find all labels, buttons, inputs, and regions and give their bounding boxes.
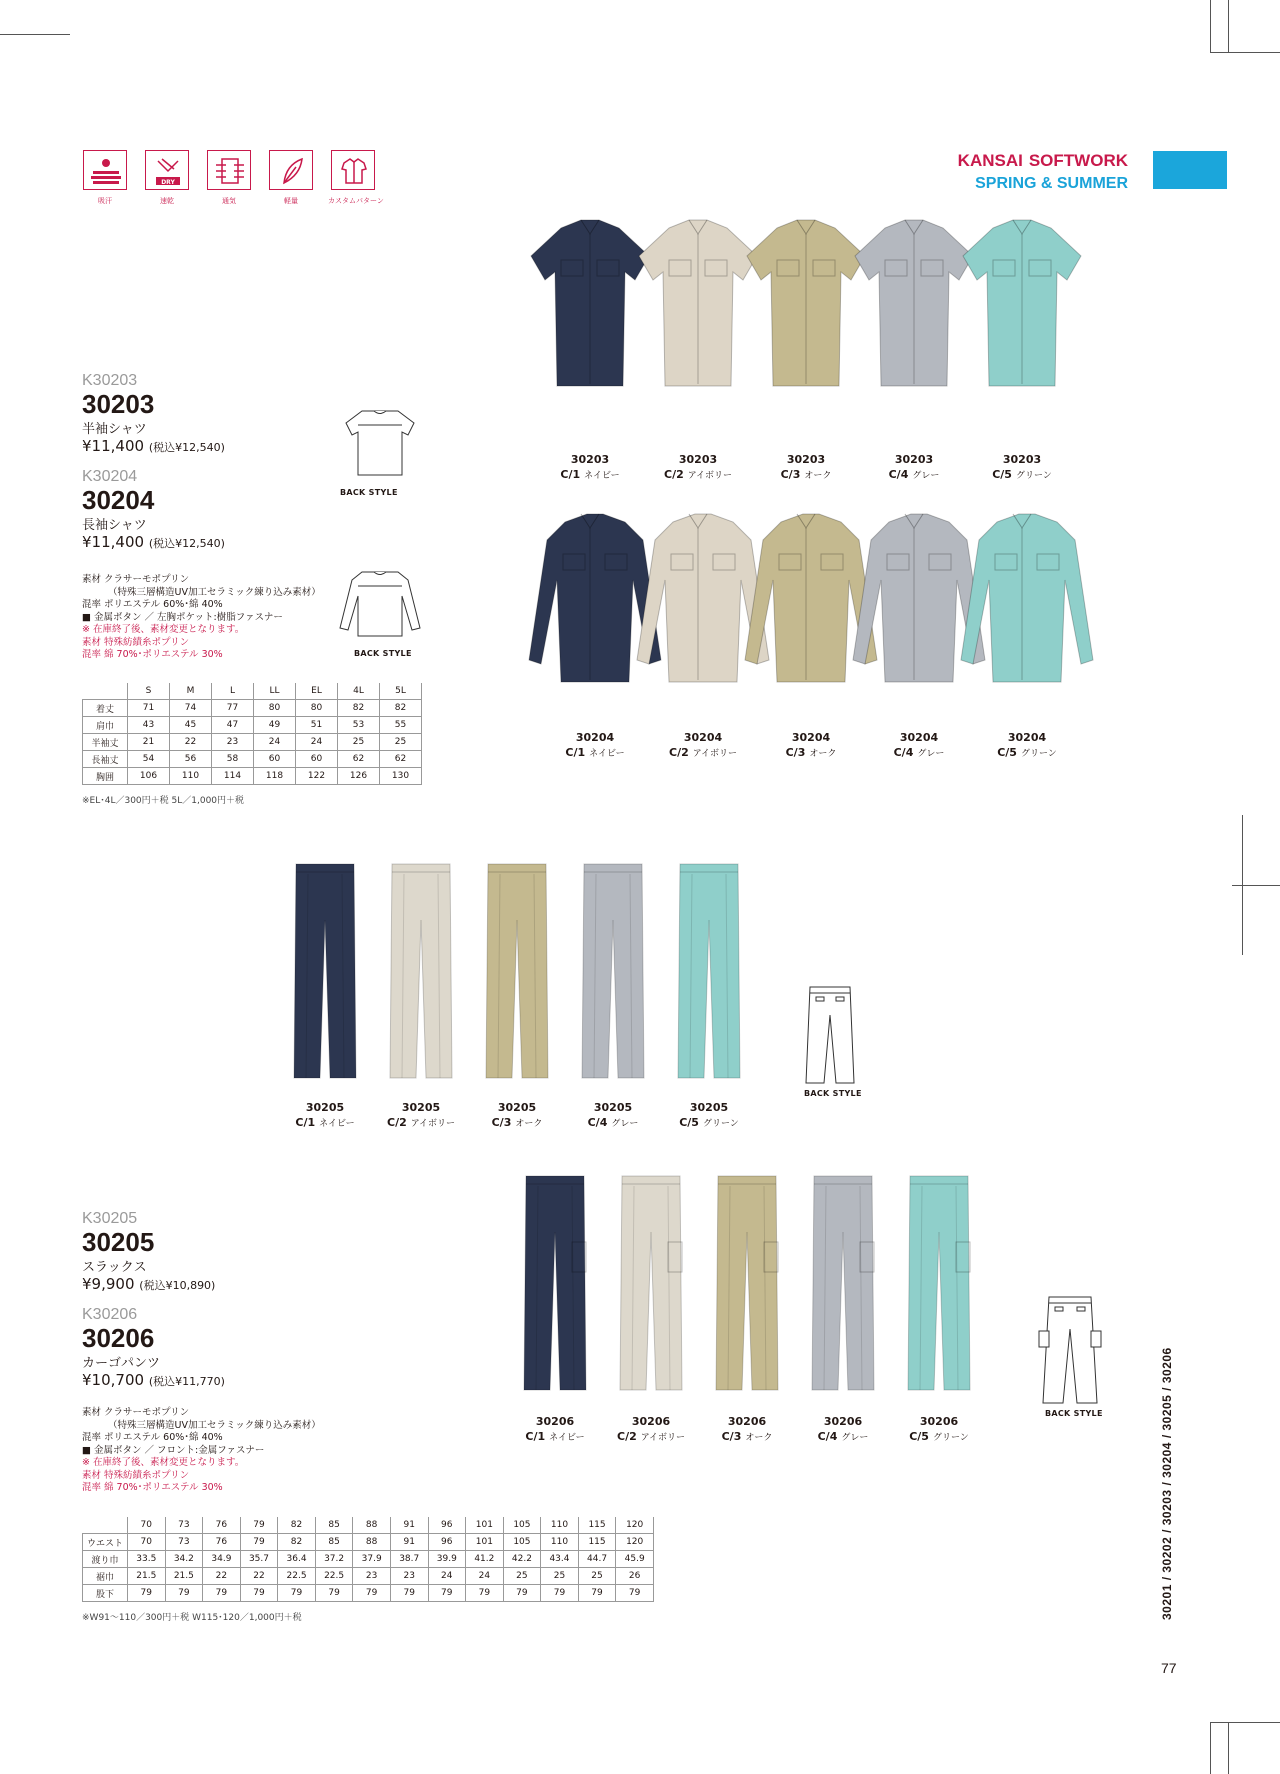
variant-caption: 30203 C/2 アイボリー — [664, 453, 732, 481]
product-price: ¥11,400 (税込¥12,540) — [82, 437, 225, 455]
product-name: カーゴパンツ — [82, 1356, 161, 1371]
product-code: 30206 — [82, 1323, 155, 1353]
size-table-row — [83, 751, 422, 768]
size-table-cell: L — [212, 683, 254, 700]
brand-name: KANSAI — [957, 151, 1023, 170]
crop-mark — [1210, 0, 1211, 52]
variant-caption: 30205 C/1 ネイビー — [295, 1101, 355, 1129]
size-table-header — [83, 683, 422, 700]
variant-caption: 30203 C/5 グリーン — [992, 453, 1052, 481]
product-code-small: K30206 — [82, 1306, 138, 1323]
product-name: 長袖シャツ — [82, 518, 147, 533]
size-table-cell: 25 — [503, 1568, 541, 1585]
size-table-cell: 62 — [380, 751, 422, 768]
size-table-cell: 38.7 — [390, 1551, 428, 1568]
crop-mark — [1228, 0, 1229, 52]
crop-mark — [1210, 1722, 1211, 1774]
sweat-absorb-icon — [83, 150, 127, 190]
variant-caption: 30205 C/2 アイボリー — [387, 1101, 455, 1129]
size-table-cell: 110 — [170, 768, 212, 785]
size-table-cell: 91 — [390, 1534, 428, 1551]
size-table-cell: 88 — [353, 1534, 391, 1551]
breathable-icon — [207, 150, 251, 190]
variant-caption: 30206 C/1 ネイビー — [525, 1415, 585, 1443]
feature-label: 吸汗 — [98, 197, 112, 205]
size-table-cell: 79 — [240, 1517, 278, 1534]
size-table-row — [83, 700, 422, 717]
size-table-cell: 85 — [315, 1534, 353, 1551]
size-table-cell: 105 — [503, 1534, 541, 1551]
size-table-cell: 23 — [212, 734, 254, 751]
size-table-cell: 22.5 — [315, 1568, 353, 1585]
product-code-small: K30205 — [82, 1210, 138, 1227]
size-table-cell: 101 — [466, 1517, 504, 1534]
garment-photo — [520, 1172, 590, 1396]
variant-caption: 30206 C/5 グリーン — [909, 1415, 969, 1443]
size-table-cell: 裾巾 — [83, 1568, 128, 1585]
feature-custom — [328, 150, 384, 206]
size-table-cell: 79 — [390, 1585, 428, 1602]
size-table-cell: 60 — [296, 751, 338, 768]
size-table-cell: EL — [296, 683, 338, 700]
size-table-cell: 120 — [616, 1517, 654, 1534]
size-table-row — [83, 1585, 654, 1602]
size-table-cell: 肩巾 — [83, 717, 128, 734]
size-table-cell: 24 — [296, 734, 338, 751]
side-product-codes: 30201 / 30202 / 30203 / 30204 / 30205 / 30206 — [1160, 1347, 1174, 1620]
size-table-cell: 79 — [578, 1585, 616, 1602]
size-table-cell: 58 — [212, 751, 254, 768]
cargo-pants-photos — [520, 1172, 1020, 1443]
variant-caption: 30204 C/2 アイボリー — [669, 731, 737, 759]
size-table-cell: 24 — [254, 734, 296, 751]
size-table-cell: 79 — [240, 1534, 278, 1551]
variant-caption: 30203 C/4 グレー — [888, 453, 940, 481]
size-table-cell: 73 — [165, 1517, 203, 1534]
product-name: スラックス — [82, 1260, 147, 1275]
size-table-cell: 34.9 — [203, 1551, 241, 1568]
feature-label: 軽量 — [284, 197, 298, 205]
size-table-cell: 長袖丈 — [83, 751, 128, 768]
size-table-cell: 35.7 — [240, 1551, 278, 1568]
garment-photo — [808, 1172, 878, 1396]
size-table-cell: 53 — [338, 717, 380, 734]
size-table-cell: 79 — [240, 1585, 278, 1602]
size-table-cell: ウエスト — [83, 1534, 128, 1551]
variant-caption: 30205 C/3 オーク — [491, 1101, 543, 1129]
size-table-cell: 80 — [296, 700, 338, 717]
variant-caption: 30204 C/5 グリーン — [997, 731, 1057, 759]
size-table-cell: 76 — [203, 1517, 241, 1534]
feature-label: 速乾 — [160, 197, 174, 205]
size-table-cell: 43.4 — [541, 1551, 579, 1568]
size-table-row — [83, 1568, 654, 1585]
variant-caption: 30206 C/3 オーク — [721, 1415, 773, 1443]
pants-size-note: ※W91〜110／300円＋税 W115･120／1,000円＋税 — [82, 1613, 302, 1623]
cargo-back-style: BACK STYLE — [1035, 1295, 1105, 1418]
garment-photo — [482, 860, 552, 1084]
size-table-cell: 25 — [578, 1568, 616, 1585]
feature-light — [266, 150, 316, 206]
size-table-header — [83, 1517, 654, 1534]
feature-sweat — [80, 150, 130, 206]
garment-photo — [674, 860, 744, 1084]
product-code-small: K30203 — [82, 372, 138, 389]
size-table-cell: 79 — [503, 1585, 541, 1602]
size-table-cell: 77 — [212, 700, 254, 717]
variant-caption: 30204 C/3 オーク — [785, 731, 837, 759]
size-table-cell: 122 — [296, 768, 338, 785]
size-table-cell: 22 — [170, 734, 212, 751]
size-table-cell: 34.2 — [165, 1551, 203, 1568]
garment-photo — [712, 1172, 782, 1396]
garment-photo — [904, 1172, 974, 1396]
size-table-cell: 21 — [128, 734, 170, 751]
size-table-cell: 101 — [466, 1534, 504, 1551]
size-table-cell: S — [128, 683, 170, 700]
size-table-cell: 5L — [380, 683, 422, 700]
garment-photo — [957, 510, 1097, 714]
brand-heading — [958, 150, 1128, 195]
size-table-cell: 79 — [428, 1585, 466, 1602]
size-table-cell: 39.9 — [428, 1551, 466, 1568]
size-table-cell: 71 — [128, 700, 170, 717]
size-table-cell: 79 — [353, 1585, 391, 1602]
feature-dry — [142, 150, 192, 206]
garment-photo — [386, 860, 456, 1084]
size-table-cell: 56 — [170, 751, 212, 768]
shirt-back-style-short: BACK STYLE — [340, 405, 420, 497]
crop-mark — [1232, 885, 1280, 886]
size-table-cell: 37.2 — [315, 1551, 353, 1568]
pants-size-table — [82, 1517, 654, 1602]
feature-label: 通気 — [222, 197, 236, 205]
size-table-cell: 51 — [296, 717, 338, 734]
size-table-cell: 60 — [254, 751, 296, 768]
shirt-size-table — [82, 683, 422, 785]
size-table-cell: 85 — [315, 1517, 353, 1534]
size-table-cell: 36.4 — [278, 1551, 316, 1568]
crop-mark — [1210, 1722, 1280, 1723]
size-table-cell: 45 — [170, 717, 212, 734]
feature-breathable — [204, 150, 254, 206]
pants-spec: 素材 クラサーモポプリン （特殊三層構造UV加工セラミック練り込み素材） 混率 ポリエステル 60%･綿 40% ■ 金属ボタン ／ フロント:金属ファスナー ※ 在庫終了後、素材変更となります。 素材 特殊紡績糸ポプリン 混率 綿 70%･ポリエステル 30% — [82, 1407, 321, 1493]
slacks-back-style: BACK STYLE — [800, 985, 862, 1098]
size-table-cell: 96 — [428, 1517, 466, 1534]
crop-mark — [0, 34, 70, 35]
brand-color-bar — [1153, 151, 1227, 189]
size-table-cell: 115 — [578, 1534, 616, 1551]
size-table-cell: 44.7 — [578, 1551, 616, 1568]
variant-caption: 30203 C/3 オーク — [780, 453, 832, 481]
feature-label: カスタムパターン — [328, 197, 384, 205]
size-table-cell: 55 — [380, 717, 422, 734]
size-table-cell: 23 — [353, 1568, 391, 1585]
size-table-cell: 79 — [128, 1585, 166, 1602]
shirt-spec: 素材 クラサーモポプリン （特殊三層構造UV加工セラミック練り込み素材） 混率 ポリエステル 60%･綿 40% ■ 金属ボタン ／ 左胸ポケット:樹脂ファスナー ※ 在庫終了後、素材変更となります。 素材 特殊紡績糸ポプリン 混率 綿 70%･ポリエステル 30% — [82, 574, 321, 660]
size-table-cell: 106 — [128, 768, 170, 785]
crop-mark — [1210, 52, 1280, 53]
product-30203 — [82, 372, 225, 455]
size-table-cell: 120 — [616, 1534, 654, 1551]
variant-caption: 30203 C/1 ネイビー — [560, 453, 620, 481]
size-table-cell: 73 — [165, 1534, 203, 1551]
shirt-back-style-long: BACK STYLE — [338, 566, 422, 658]
size-table-cell: 130 — [380, 768, 422, 785]
size-table-cell: 25 — [541, 1568, 579, 1585]
size-table-cell: 126 — [338, 768, 380, 785]
short-sleeve-shirt-photos — [525, 240, 1125, 481]
product-code: 30203 — [82, 389, 155, 419]
brand-series: SOFTWORK — [1028, 151, 1128, 170]
size-table-cell: 96 — [428, 1534, 466, 1551]
quick-dry-icon — [145, 150, 189, 190]
slacks-photos — [290, 860, 790, 1129]
size-table-cell: 37.9 — [353, 1551, 391, 1568]
size-table-cell: 110 — [541, 1517, 579, 1534]
variant-caption: 30204 C/1 ネイビー — [565, 731, 625, 759]
size-table-cell: 70 — [128, 1517, 166, 1534]
size-table-cell: LL — [254, 683, 296, 700]
size-table-cell: 胸囲 — [83, 768, 128, 785]
size-table-cell: 22 — [240, 1568, 278, 1585]
lightweight-icon — [269, 150, 313, 190]
product-30204 — [82, 468, 225, 551]
size-table-cell: 着丈 — [83, 700, 128, 717]
size-table-cell: 21.5 — [128, 1568, 166, 1585]
size-table-cell: 23 — [390, 1568, 428, 1585]
size-table-cell: 43 — [128, 717, 170, 734]
garment-photo — [957, 216, 1087, 400]
size-table-cell — [83, 1517, 128, 1534]
long-sleeve-shirt-photos — [525, 510, 1145, 759]
size-table-cell: 88 — [353, 1517, 391, 1534]
variant-caption: 30205 C/4 グレー — [587, 1101, 639, 1129]
size-table-cell: 79 — [203, 1585, 241, 1602]
size-table-cell: 82 — [338, 700, 380, 717]
size-table-cell: 半袖丈 — [83, 734, 128, 751]
size-table-cell: 4L — [338, 683, 380, 700]
size-table-cell: 110 — [541, 1534, 579, 1551]
size-table-cell: 股下 — [83, 1585, 128, 1602]
product-price: ¥10,700 (税込¥11,770) — [82, 1371, 225, 1389]
size-table-cell: 22 — [203, 1568, 241, 1585]
garment-photo — [578, 860, 648, 1084]
variant-caption: 30206 C/2 アイボリー — [617, 1415, 685, 1443]
size-table-cell: 79 — [466, 1585, 504, 1602]
garment-photo — [616, 1172, 686, 1396]
size-table-cell: 24 — [466, 1568, 504, 1585]
size-table-cell: 105 — [503, 1517, 541, 1534]
size-table-cell: 45.9 — [616, 1551, 654, 1568]
size-table-cell: 22.5 — [278, 1568, 316, 1585]
size-table-cell: 79 — [165, 1585, 203, 1602]
page-number: 77 — [1161, 1660, 1177, 1676]
size-table-row — [83, 768, 422, 785]
crop-mark — [1228, 1722, 1229, 1774]
size-table-cell: 91 — [390, 1517, 428, 1534]
size-table-cell: 42.2 — [503, 1551, 541, 1568]
size-table-cell: 76 — [203, 1534, 241, 1551]
size-table-cell: M — [170, 683, 212, 700]
size-table-cell: 82 — [278, 1534, 316, 1551]
size-table-cell: 79 — [315, 1585, 353, 1602]
size-table-cell: 41.2 — [466, 1551, 504, 1568]
size-table-cell: 54 — [128, 751, 170, 768]
size-table-cell: 79 — [616, 1585, 654, 1602]
product-price: ¥11,400 (税込¥12,540) — [82, 533, 225, 551]
size-table-row — [83, 1534, 654, 1551]
size-table-cell: 115 — [578, 1517, 616, 1534]
size-table-cell: 47 — [212, 717, 254, 734]
size-table-cell — [83, 683, 128, 700]
product-name: 半袖シャツ — [82, 422, 147, 437]
size-table-cell: 62 — [338, 751, 380, 768]
size-table-cell: 74 — [170, 700, 212, 717]
size-table-cell: 82 — [380, 700, 422, 717]
size-table-cell: 118 — [254, 768, 296, 785]
size-table-cell: 24 — [428, 1568, 466, 1585]
size-table-cell: 渡り巾 — [83, 1551, 128, 1568]
size-table-row — [83, 1551, 654, 1568]
shirt-size-note: ※EL･4L／300円＋税 5L／1,000円＋税 — [82, 796, 245, 806]
product-code: 30205 — [82, 1227, 155, 1257]
size-table-cell: 80 — [254, 700, 296, 717]
size-table-row — [83, 717, 422, 734]
custom-pattern-icon — [331, 150, 375, 190]
product-30206 — [82, 1306, 225, 1389]
size-table-cell: 82 — [278, 1517, 316, 1534]
size-table-cell: 26 — [616, 1568, 654, 1585]
garment-photo — [290, 860, 360, 1084]
product-30205 — [82, 1210, 215, 1293]
size-table-cell: 114 — [212, 768, 254, 785]
size-table-row — [83, 734, 422, 751]
size-table-cell: 79 — [541, 1585, 579, 1602]
product-code: 30204 — [82, 485, 155, 515]
product-code-small: K30204 — [82, 468, 138, 485]
brand-season: SPRING & SUMMER — [975, 175, 1128, 192]
feature-icons — [80, 150, 384, 206]
size-table-cell: 79 — [278, 1585, 316, 1602]
size-table-cell: 70 — [128, 1534, 166, 1551]
svg-text:DRY: DRY — [161, 179, 175, 186]
variant-caption: 30205 C/5 グリーン — [679, 1101, 739, 1129]
size-table-cell: 33.5 — [128, 1551, 166, 1568]
variant-caption: 30204 C/4 グレー — [893, 731, 945, 759]
product-price: ¥9,900 (税込¥10,890) — [82, 1275, 216, 1293]
size-table-cell: 21.5 — [165, 1568, 203, 1585]
size-table-cell: 49 — [254, 717, 296, 734]
variant-caption: 30206 C/4 グレー — [817, 1415, 869, 1443]
size-table-cell: 25 — [338, 734, 380, 751]
size-table-cell: 25 — [380, 734, 422, 751]
